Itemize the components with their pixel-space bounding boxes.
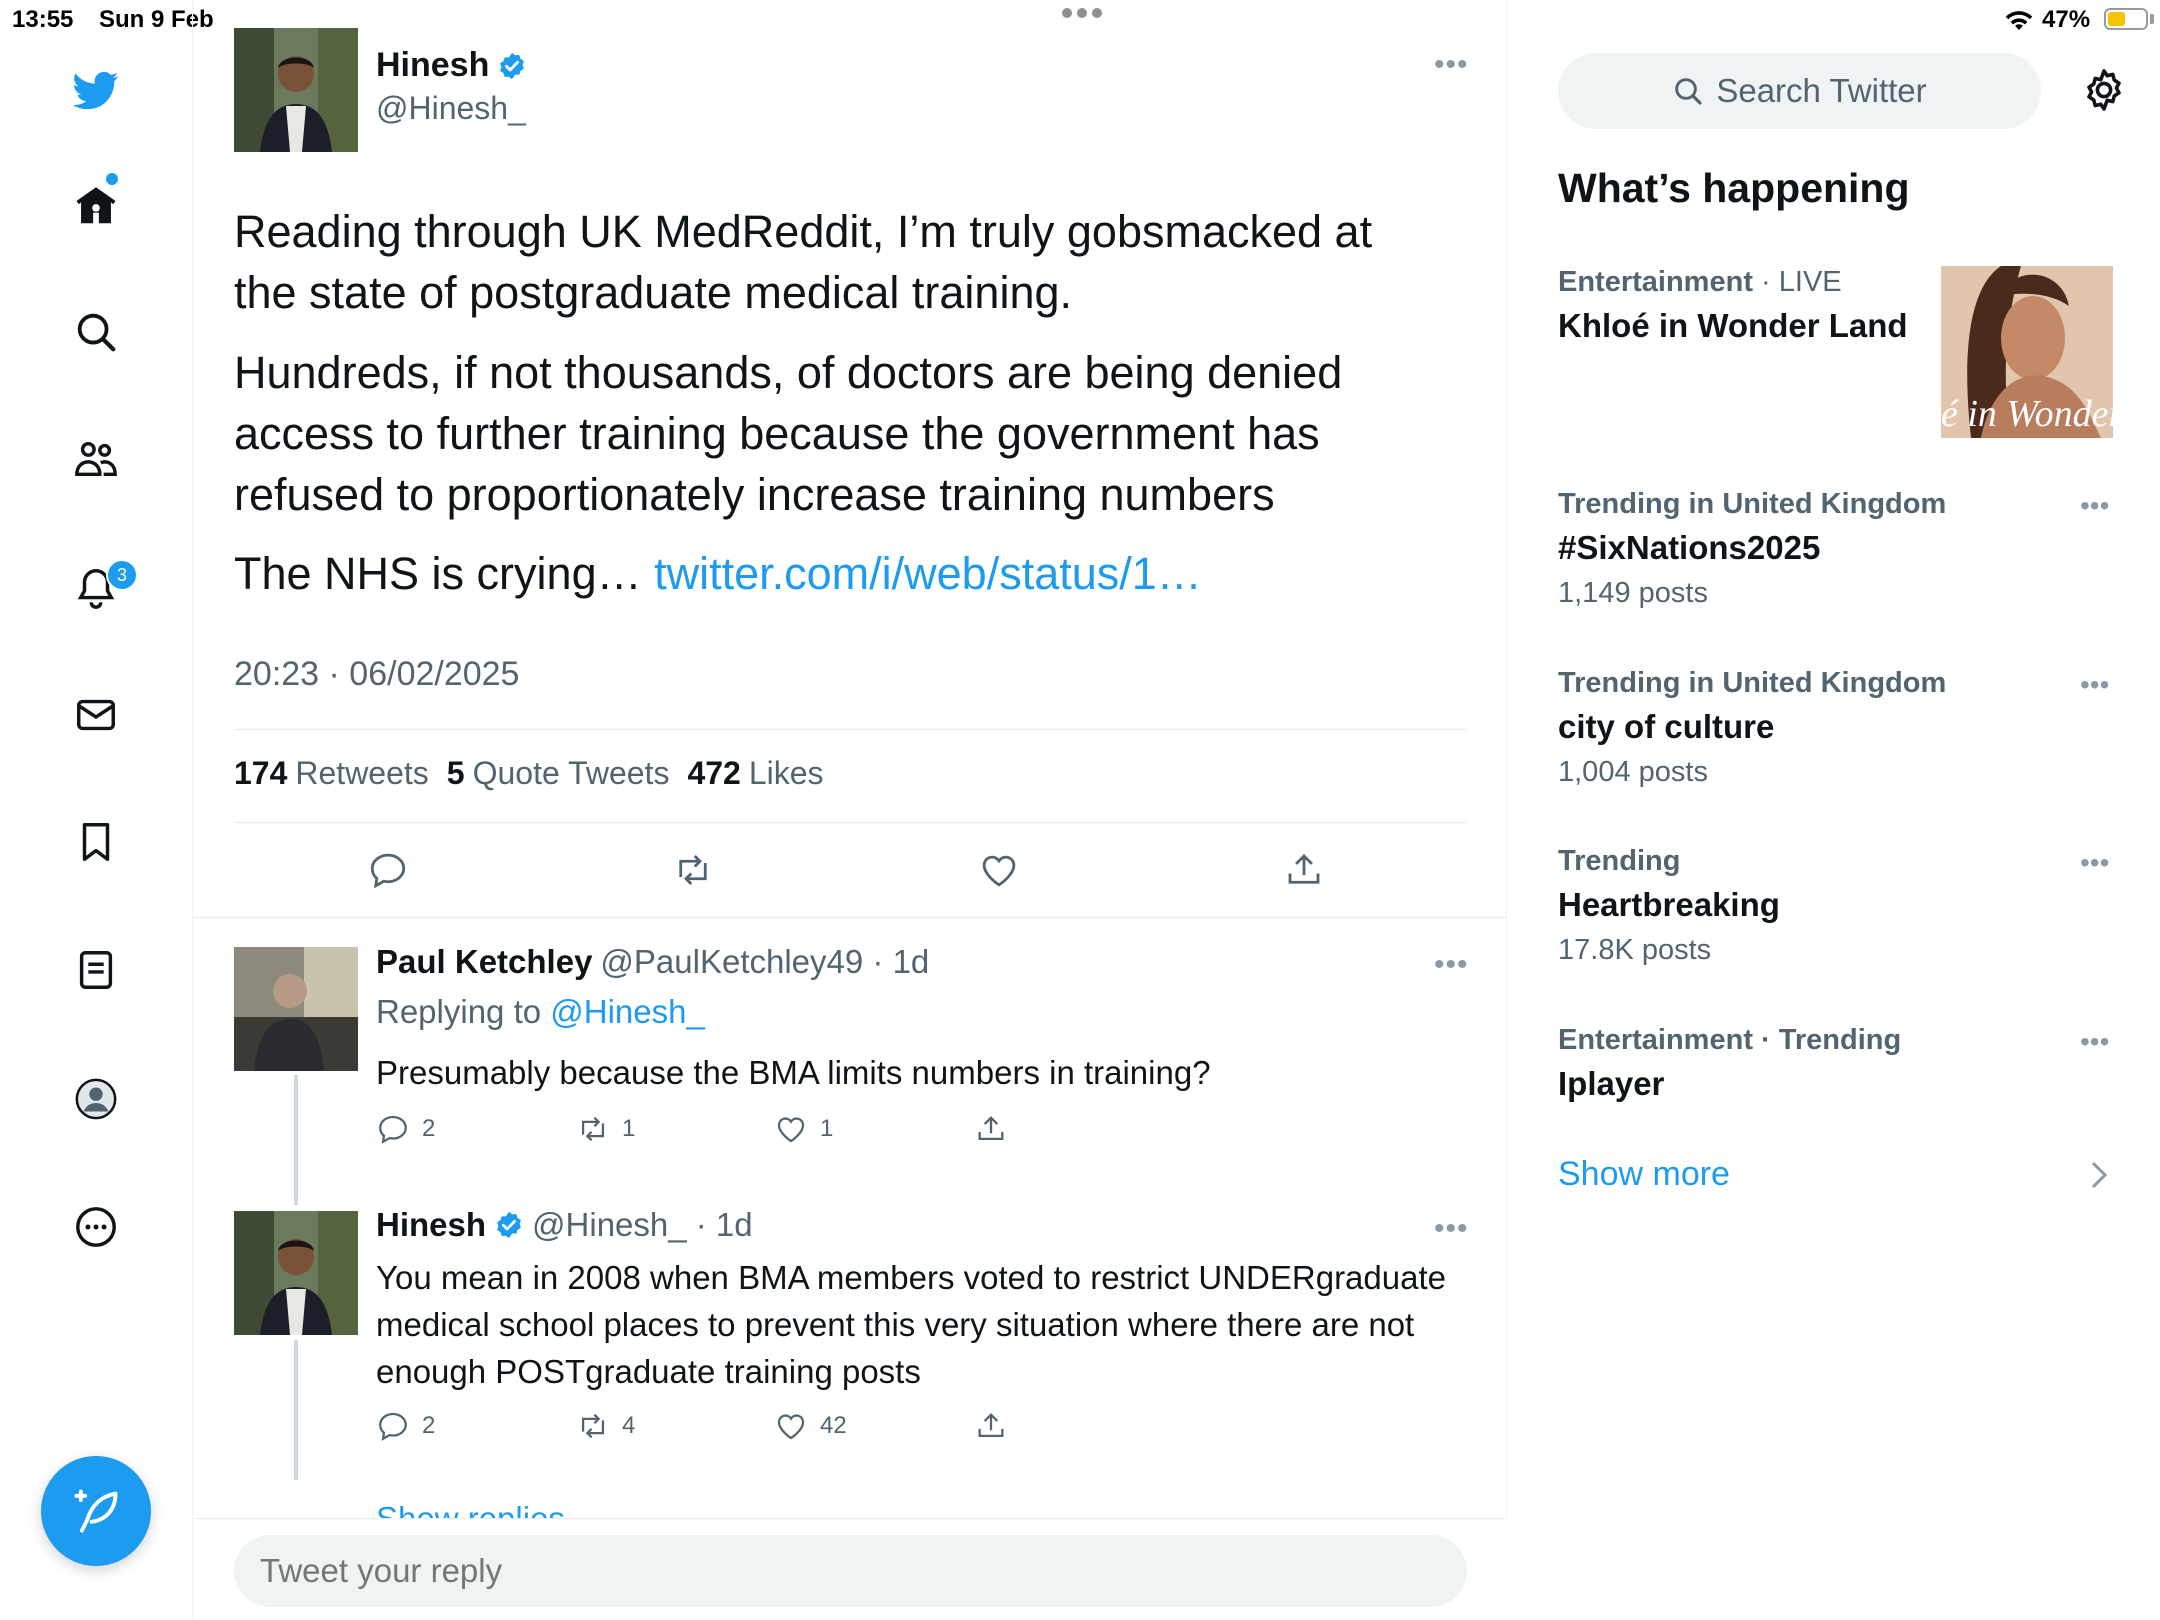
likes-stat[interactable]: 472 Likes [687, 755, 824, 791]
heart-icon [774, 1112, 808, 1146]
trend-more-button[interactable]: ••• [2080, 1026, 2110, 1057]
tweet-paragraph-1: Reading through UK MedReddit, I’m truly gobsmacked at the state of postgraduate medical training. [234, 206, 1373, 318]
trend-post-count: 17.8K posts [1558, 934, 1712, 966]
reply-header [376, 1206, 753, 1244]
tweet-detail-column [194, 0, 1507, 1620]
reply-retweet-button[interactable] [576, 1112, 635, 1146]
search-icon [1672, 75, 1704, 107]
battery-percent: 47% [2042, 6, 2091, 33]
settings-gear-icon[interactable] [2080, 66, 2128, 114]
thread-line [294, 1075, 298, 1205]
like-count: 42 [820, 1412, 847, 1439]
trend-more-button[interactable]: ••• [2080, 490, 2110, 521]
retweet-button[interactable] [668, 845, 718, 895]
heart-icon [978, 849, 1020, 891]
notification-count-badge: 3 [106, 559, 138, 591]
trend-name: Heartbreaking [1558, 886, 1780, 923]
trend-post-count: 1,149 posts [1558, 577, 1708, 609]
profile-icon[interactable] [70, 1073, 122, 1125]
trend-thumbnail-caption: é in Wonder L [1941, 393, 2154, 435]
tweet-reply-input[interactable] [234, 1535, 1467, 1607]
divider [234, 822, 1467, 823]
reply-share-button[interactable] [974, 1112, 1008, 1146]
reply-retweet-button[interactable] [576, 1409, 635, 1443]
left-navigation [0, 0, 193, 1620]
trend-item[interactable] [1558, 266, 1938, 345]
reply-icon [376, 1409, 410, 1443]
thread-line [294, 1340, 298, 1480]
trend-more-button[interactable]: ••• [2080, 847, 2110, 878]
tweet-last-line-text: The NHS is crying… [234, 548, 655, 599]
reply-more-options-button[interactable]: ••• [1434, 948, 1469, 981]
lists-icon[interactable] [70, 944, 122, 996]
replying-to-line [376, 993, 705, 1031]
author-avatar[interactable] [234, 28, 358, 152]
search-placeholder: Search Twitter [1716, 72, 1927, 109]
more-icon[interactable] [70, 1201, 122, 1253]
divider [194, 917, 1507, 918]
reply-share-button[interactable] [974, 1409, 1008, 1443]
home-icon[interactable] [70, 180, 122, 232]
trend-item[interactable] [1558, 488, 2118, 610]
reply-header [376, 943, 929, 981]
share-icon [974, 1112, 1008, 1146]
reply-more-options-button[interactable]: ••• [1434, 1212, 1469, 1245]
show-more-link[interactable]: Show more [1558, 1155, 1730, 1193]
reply-reply-button[interactable] [376, 1112, 435, 1146]
share-icon [974, 1409, 1008, 1443]
communities-icon[interactable] [70, 433, 122, 485]
reply-button[interactable] [363, 845, 413, 895]
divider [234, 729, 1467, 730]
reply-meta[interactable]: @PaulKetchley49 · 1d [600, 943, 930, 980]
compose-feather-icon [70, 1485, 122, 1537]
tweet-paragraph-3 [234, 543, 1434, 604]
trend-item[interactable] [1558, 1024, 2118, 1103]
trend-category: Entertainment · Trending [1558, 1024, 1902, 1056]
retweet-count: 4 [622, 1412, 636, 1439]
tweet-stats [234, 755, 824, 792]
status-date: Sun 9 Feb [99, 6, 214, 33]
search-icon[interactable] [70, 306, 122, 358]
trend-item[interactable] [1558, 667, 2118, 789]
author-handle[interactable]: @Hinesh_ [376, 90, 526, 126]
reply-count: 2 [422, 1115, 436, 1142]
reply-composer-bar [194, 1518, 1507, 1620]
share-icon [1283, 849, 1325, 891]
trend-category: Trending in United Kingdom [1558, 667, 1947, 699]
bookmarks-icon[interactable] [70, 816, 122, 868]
reply-reply-button[interactable] [376, 1409, 435, 1443]
trend-category: Trending [1558, 845, 1681, 877]
retweet-icon [672, 849, 714, 891]
messages-icon[interactable] [70, 689, 122, 741]
retweet-count: 1 [622, 1115, 636, 1142]
replying-prefix: Replying to [376, 993, 551, 1030]
reply-icon [367, 849, 409, 891]
author-name-text: Hinesh [376, 46, 490, 84]
show-replies-link[interactable] [376, 1500, 565, 1518]
reply-meta[interactable]: @Hinesh_ · 1d [532, 1206, 753, 1243]
like-button[interactable] [974, 845, 1024, 895]
retweets-stat[interactable]: 174 Retweets [234, 755, 429, 791]
right-sidebar [1508, 0, 2160, 1620]
search-twitter-box[interactable] [1558, 53, 2041, 129]
reply-author-avatar[interactable] [234, 1211, 358, 1335]
reply-like-button[interactable] [774, 1112, 833, 1146]
reply-text: Presumably because the BMA limits numbers in training? [376, 1054, 1211, 1091]
retweet-icon [576, 1112, 610, 1146]
tweet-link[interactable]: twitter.com/i/web/status/1… [654, 548, 1202, 599]
reply-like-button[interactable] [774, 1409, 847, 1443]
reply-count: 2 [422, 1412, 436, 1439]
reply-author-avatar[interactable] [234, 947, 358, 1071]
replying-to-handle[interactable]: @Hinesh_ [550, 993, 705, 1030]
tweet-paragraph-2: Hundreds, if not thousands, of doctors are being denied access to further training because the government has refused to proportionately increase training numbers [234, 347, 1343, 520]
trend-more-button[interactable]: ••• [2080, 669, 2110, 700]
trend-category: Trending in United Kingdom [1558, 488, 1947, 520]
tweet-more-options-button[interactable]: ••• [1434, 48, 1469, 81]
verified-badge-icon [497, 51, 527, 81]
whats-happening-heading: What’s happening [1558, 165, 1910, 211]
trend-item[interactable] [1558, 845, 2118, 967]
status-time: 13:55 [12, 6, 74, 33]
trend-category: Entertainment · LIVE [1558, 266, 1842, 298]
trend-name: Iplayer [1558, 1065, 1665, 1102]
like-count: 1 [820, 1115, 834, 1142]
chevron-right-icon [2088, 1160, 2110, 1190]
trend-name: city of culture [1558, 708, 1775, 745]
reply-author-name[interactable]: Hinesh [376, 1206, 487, 1243]
quote-tweets-stat[interactable]: 5 Quote Tweets [446, 755, 670, 791]
home-unread-dot [106, 173, 118, 185]
trend-name: #SixNations2025 [1558, 529, 1821, 566]
author-name[interactable] [376, 46, 527, 85]
reply-author-name[interactable]: Paul Ketchley [376, 943, 593, 980]
reply-icon [376, 1112, 410, 1146]
share-button[interactable] [1279, 845, 1329, 895]
verified-badge-icon [494, 1210, 524, 1240]
tweet-timestamp[interactable]: 20:23 · 06/02/2025 [234, 655, 520, 693]
retweet-icon [576, 1409, 610, 1443]
trend-name: Khloé in Wonder Land [1558, 307, 1908, 344]
heart-icon [774, 1409, 808, 1443]
trend-thumbnail[interactable] [1941, 266, 2154, 438]
reply-text: You mean in 2008 when BMA members voted to restrict UNDERgraduate medical school places to prevent this very situation where there are not enough POSTgraduate training posts [376, 1259, 1446, 1390]
twitter-logo-icon[interactable] [70, 64, 122, 116]
trend-post-count: 1,004 posts [1558, 756, 1708, 788]
compose-tweet-button[interactable] [41, 1456, 151, 1566]
